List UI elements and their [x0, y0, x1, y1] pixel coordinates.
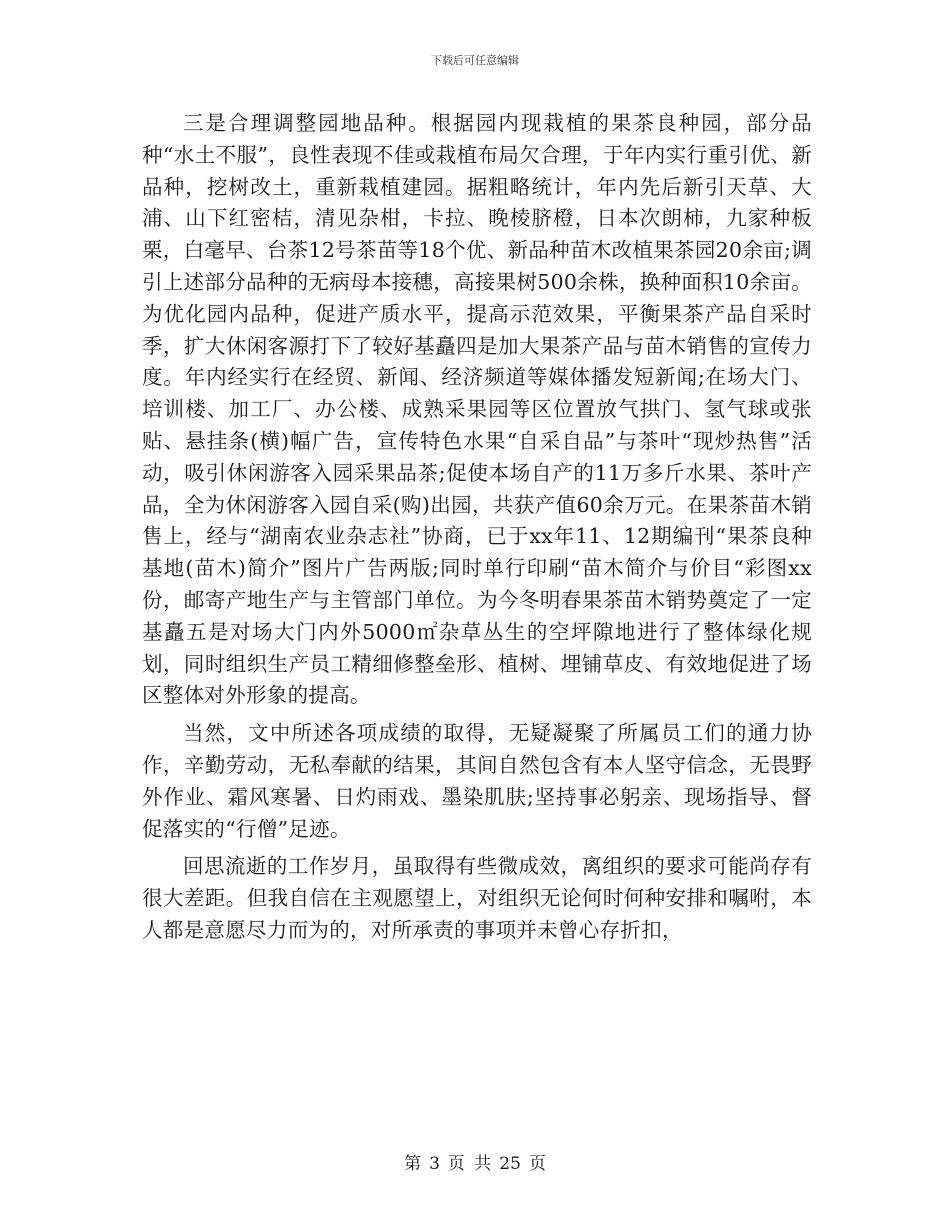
- footer-total-pages: 25: [499, 1154, 521, 1174]
- paragraph-2: 当然，文中所述各项成绩的取得，无疑凝聚了所属员工们的通力协作，辛勤劳动，无私奉献的结果，其间自然包含有本人坚守信念，无畏野外作业、霜风寒暑、日灼雨戏、墨染肌肤;坚持事必躬亲、现场指导、督促落实的“行僧”足迹。: [142, 721, 812, 841]
- footer-middle: 页 共: [447, 1154, 492, 1174]
- footer-current-page: 3: [429, 1154, 440, 1174]
- document-body: [142, 108, 812, 953]
- page-footer: [0, 1153, 950, 1175]
- paragraph-3: 回思流逝的工作岁月，虽取得有些微成效，离组织的要求可能尚存有很大差距。但我自信在主观愿望上，对组织无论何时何种安排和嘱咐，本人都是意愿尽力而为的，对所承责的事项并未曾心存折扣，: [142, 854, 812, 942]
- page-header-note: 下载后可任意编辑: [431, 54, 519, 67]
- paragraph-1: 三是合理调整园地品种。根据园内现栽植的果茶良种园，部分品种“水土不服”，良性表现不佳或栽植布局欠合理，于年内实行重引优、新品种，挖树改土，重新栽植建园。据粗略统计，年内先后新引天草、大浦、山下红密桔，清见杂柑，卡拉、晚棱脐橙，日本次朗柿，九家种板栗，白毫早、台茶12号茶苗等18个优、新品种苗木改植果茶园20余亩;调引上述部分品种的无病母本接穗，高接果树500余株，换种面积10余亩。为优化园内品种，促进产质水平，提高示范效果，平衡果茶产品自采时季，扩大休闲客源打下了较好基矗四是加大果茶产品与苗木销售的宣传力度。年内经实行在经贸、新闻、经济频道等媒体播发短新闻;在场大门、培训楼、加工厂、办公楼、成熟采果园等区位置放气拱门、氢气球或张贴、悬挂条(横)幅广告，宣传特色水果“自采自品”与茶叶“现炒热售”活动，吸引休闲游客入园采果品茶;促使本场自产的11万多斤水果、茶叶产品，全为休闲游客入园自采(购)出园，共获产值60余万元。在果茶苗木销售上，经与“湖南农业杂志社”协商，已于xx年11、12期编刊“果茶良种基地(苗木)简介”图片广告两版;同时单行印刷“苗木简介与价目“彩图xx份，邮寄产地生产与主管部门单位。为今冬明春果茶苗木销势奠定了一定基矗五是对场大门内外5000㎡杂草丛生的空坪隙地进行了整体绿化规划，同时组织生产员工精细修整垒形、植树、埋铺草皮、有效地促进了场区整体对外形象的提高。: [142, 111, 812, 708]
- footer-suffix: 页: [528, 1154, 546, 1174]
- footer-prefix: 第: [404, 1154, 422, 1174]
